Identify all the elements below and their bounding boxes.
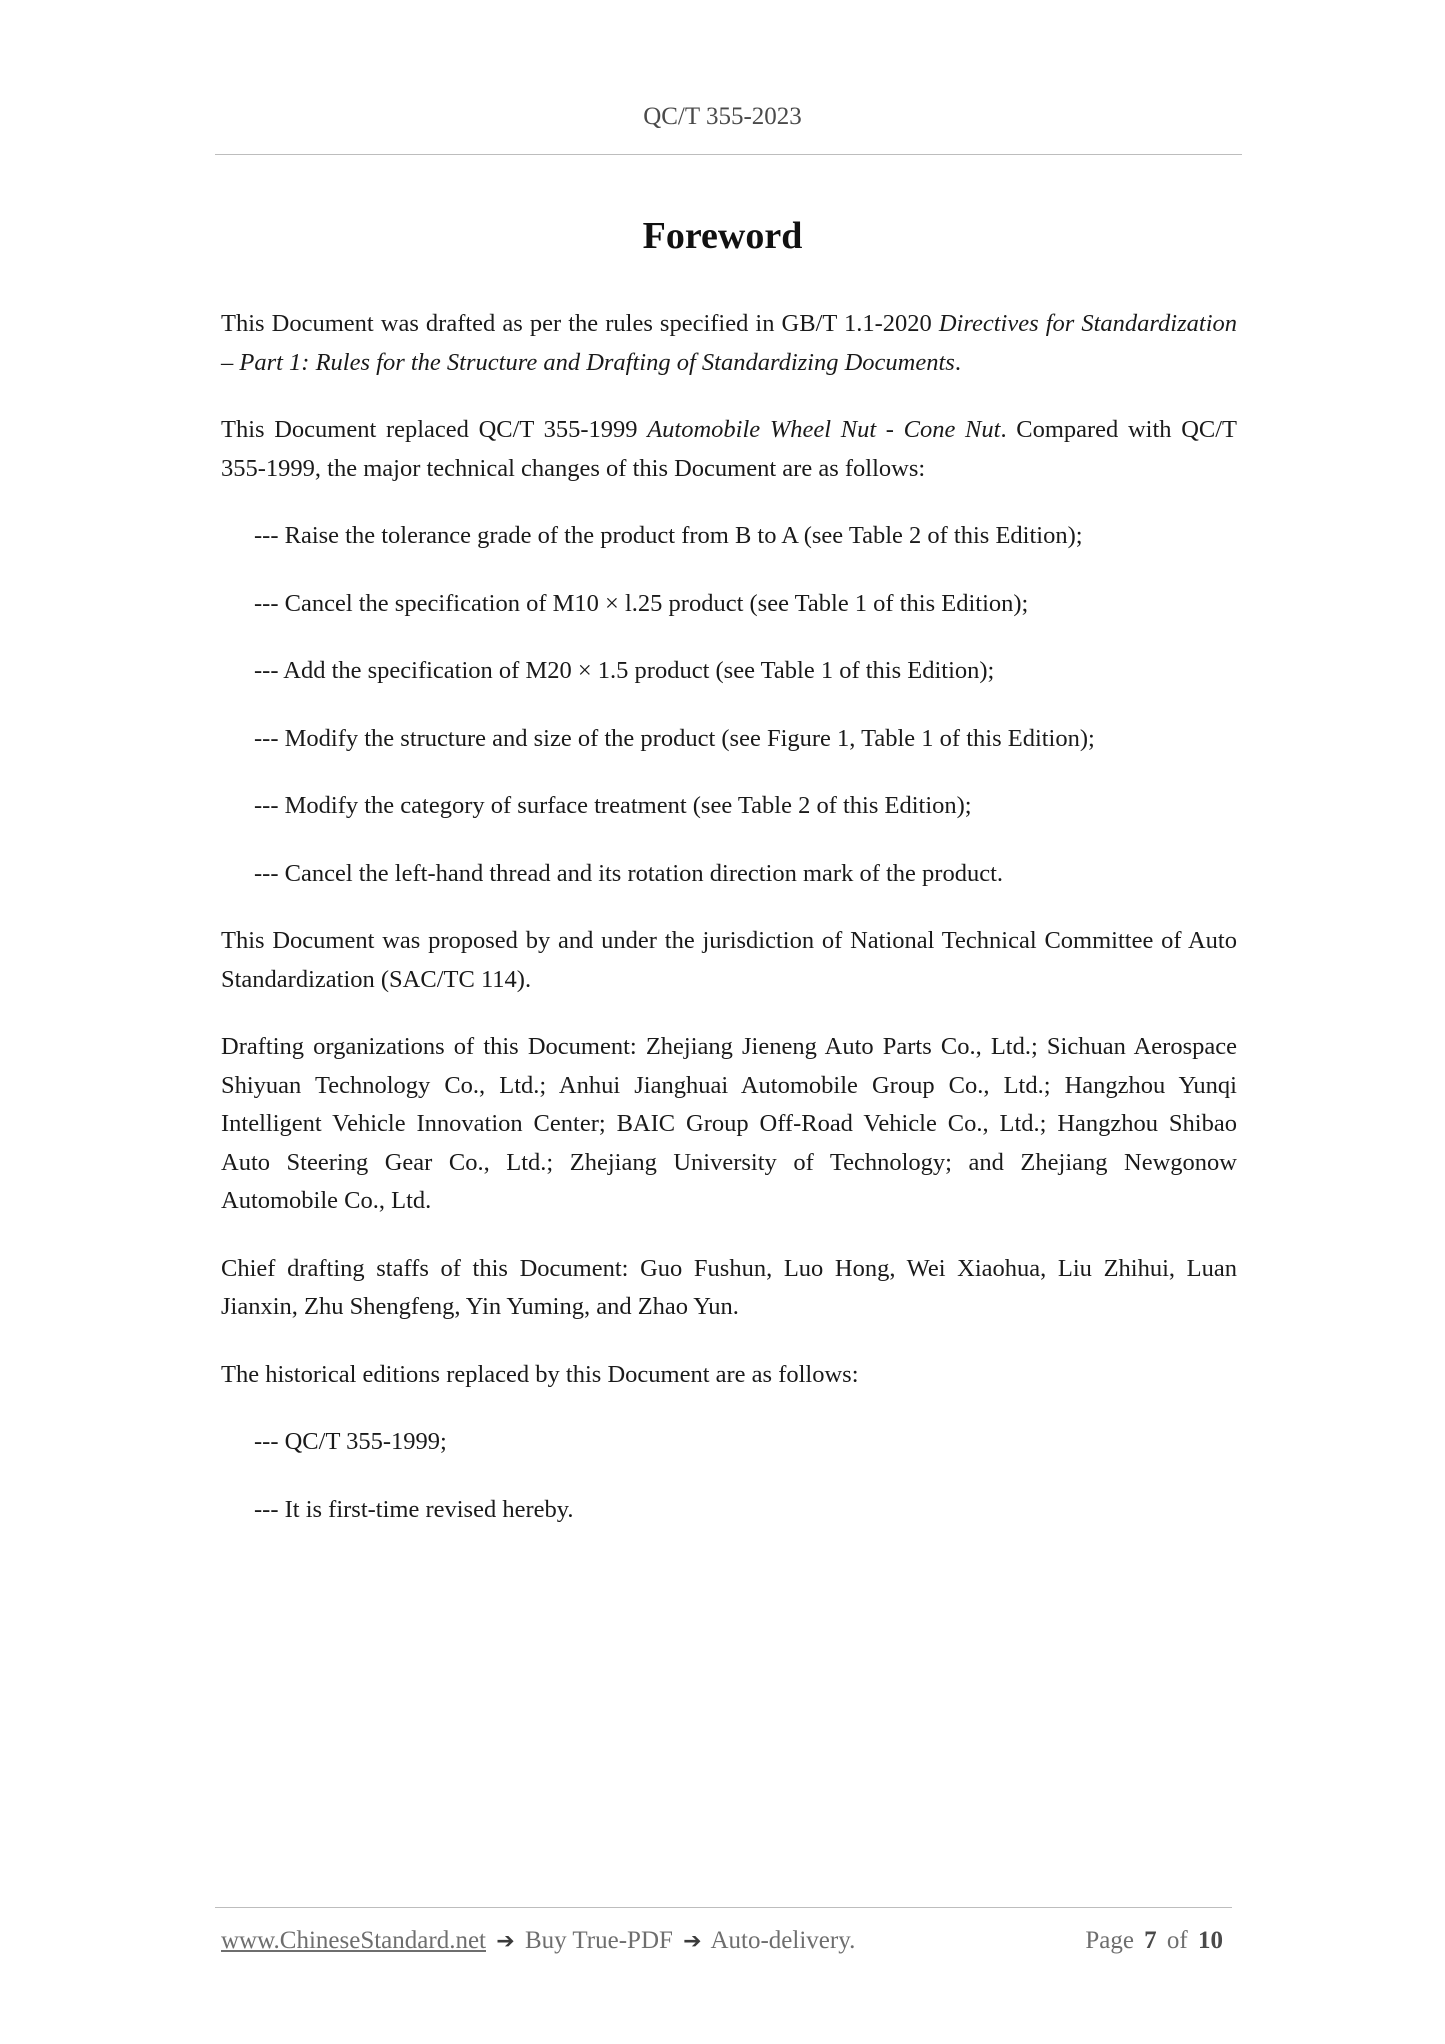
- change-item: --- Modify the structure and size of the product (see Figure 1, Table 1 of this Edition);: [254, 724, 1095, 752]
- page-title: Foreword: [642, 215, 803, 257]
- change-item: --- Cancel the specification of M10 × l.25 product (see Table 1 of this Edition);: [254, 589, 1029, 617]
- paragraph-proposed-by: This Document was proposed by and under the jurisdiction of National Technical Committee of Auto Standardization (SAC/TC 114).: [221, 927, 1237, 993]
- footer-promo: [221, 1927, 855, 1955]
- paragraph-replacement: [221, 411, 1237, 488]
- arrow-right-icon: ➔: [496, 1929, 515, 1954]
- change-item: --- Modify the category of surface treatment (see Table 2 of this Edition);: [254, 792, 972, 819]
- page-label: Page: [1085, 1927, 1134, 1954]
- footer-divider: [215, 1907, 1232, 1908]
- running-header-doc-code: QC/T 355-2023: [643, 103, 802, 130]
- paragraph-chief-drafting-staffs: Chief drafting staffs of this Document: Guo Fushun, Luo Hong, Wei Xiaohua, Liu Zhihui, Luan Jianxin, Zhu Shengfeng, Yin Yuming, and Zhao Yun.: [221, 1254, 1237, 1320]
- page-current: 7: [1144, 1927, 1157, 1954]
- buy-true-pdf-text: Buy True-PDF: [524, 1927, 673, 1954]
- history-item: --- It is first-time revised hereby.: [254, 1495, 574, 1523]
- history-item: --- QC/T 355-1999;: [254, 1428, 447, 1455]
- paragraph-drafting-organizations: Drafting organizations of this Document: Zhejiang Jieneng Auto Parts Co., Ltd.; Sichuan Aerospace Shiyuan Technology Co., Ltd.; Anhui Jianghuai Automobile Group Co., Ltd.; Hangzhou Yunqi Intelligent Vehicle Innovation Center; BAIC Group Off-Road Vehicle Co., Ltd.; Hangzhou Shibao Auto Steering Gear Co., Ltd.; Zhejiang University of Technology; and Zhejiang Newgonow Automobile Co., Ltd.: [221, 1033, 1237, 1214]
- auto-delivery-text: Auto-delivery.: [710, 1927, 856, 1954]
- change-item: --- Raise the tolerance grade of the product from B to A (see Table 2 of this Edition);: [254, 522, 1083, 549]
- paragraph-text: This Document replaced QC/T 355-1999: [221, 416, 648, 443]
- header-divider: [215, 154, 1242, 155]
- page-total: 10: [1198, 1927, 1223, 1954]
- paragraph-text: . Compared with QC/T 355-1999, the major technical changes of this Document are as follows:: [221, 416, 1238, 482]
- paragraph-history-intro: The historical editions replaced by this Document are as follows:: [221, 1360, 859, 1388]
- foreword-body: [221, 305, 1237, 1558]
- page-number: [1085, 1927, 1227, 1955]
- paragraph-text: .: [954, 348, 961, 376]
- change-item: --- Cancel the left-hand thread and its rotation direction mark of the product.: [254, 859, 1004, 887]
- referenced-title: Directives for Standardization – Part 1: Rules for the Structure and Drafting of Standardizing Documents: [221, 310, 1238, 376]
- paragraph-text: This Document was drafted as per the rules specified in GB/T 1.1-2020: [221, 310, 939, 337]
- website-link[interactable]: www.ChineseStandard.net: [221, 1927, 486, 1954]
- page-of-label: of: [1166, 1927, 1188, 1954]
- arrow-right-icon: ➔: [683, 1929, 702, 1954]
- paragraph-drafting-rules: [221, 305, 1237, 382]
- referenced-title: Automobile Wheel Nut - Cone Nut: [647, 416, 1001, 443]
- change-item: --- Add the specification of M20 × 1.5 product (see Table 1 of this Edition);: [254, 657, 995, 684]
